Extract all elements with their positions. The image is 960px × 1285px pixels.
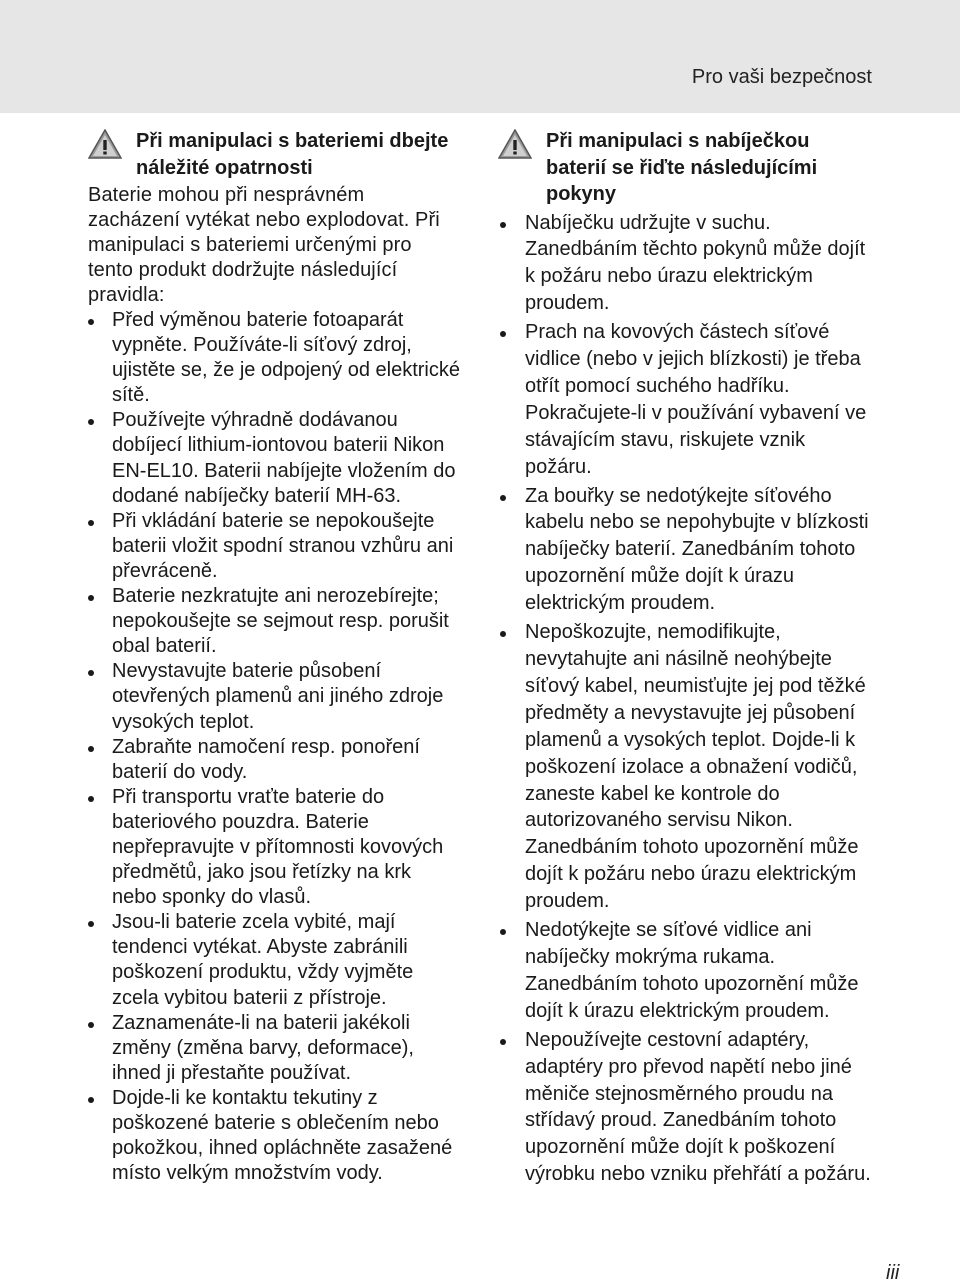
bullet-icon: [500, 929, 506, 935]
bullet-icon: [500, 331, 506, 337]
list-item: Jsou-li baterie zcela vybité, mají tendenci vytékat. Abyste zabránili poškození produktu, vždy vyjměte zcela vybitou baterii z přístroje.: [88, 910, 460, 1010]
bullet-icon: [88, 520, 94, 526]
charger-rules-list: [498, 210, 874, 1189]
list-item: Zabraňte namočení resp. ponoření baterií do vody.: [88, 735, 460, 785]
list-item: Používejte výhradně dodávanou dobíjecí lithium-iontovou baterii Nikon EN-EL10. Baterii nabíjejte vložením do dodané nabíječky baterií MH-63.: [88, 408, 460, 508]
section-title: Pro vaši bezpečnost: [691, 66, 872, 88]
bullet-icon: [88, 746, 94, 752]
bullet-icon: [88, 595, 94, 601]
bullet-icon: [500, 222, 506, 228]
heading-text: Při manipulaci s nabíječkou baterií se řiďte následujícími pokyny: [546, 130, 818, 205]
bullet-icon: [500, 631, 506, 637]
list-item: Nepoužívejte cestovní adaptéry, adaptéry pro převod napětí nebo jiné měniče stejnosměrného proudu na střídavý proud. Zanedbáním tohoto upozornění může dojít k poškození výrobku nebo vzniku přehřátí a požáru.: [498, 1027, 874, 1188]
list-item: Při vkládání baterie se nepokoušejte baterii vložit spodní stranou vzhůru ani převráceně.: [88, 509, 460, 584]
bullet-icon: [500, 495, 506, 501]
list-item: Nepoškozujte, nemodifikujte, nevytahujte ani násilně neohýbejte síťový kabel, neumisťujte jej pod těžké předměty a nevystavujte jej působení plamenů a vysokých teplot. Dojde-li k poškození izolace a obnažení vodičů, zaneste kabel ke kontrole do autorizovaného servisu Nikon. Zanedbáním tohoto upozornění může dojít k požáru nebo úrazu elektrickým proudem.: [498, 619, 874, 915]
list-item: Baterie nezkratujte ani nerozebírejte; nepokoušejte se sejmout resp. porušit obal baterií.: [88, 584, 460, 659]
battery-rules-list: [88, 308, 460, 1186]
bullet-icon: [88, 319, 94, 325]
list-item: Nevystavujte baterie působení otevřených plamenů ani jiného zdroje vysokých teplot.: [88, 659, 460, 734]
page-number: iii: [886, 1262, 900, 1284]
heading-text: Při manipulaci s bateriemi dbejte náležité opatrnosti: [136, 130, 449, 179]
bullet-icon: [88, 1022, 94, 1028]
charger-warning-heading: [498, 128, 874, 208]
warning-triangle-icon: [498, 129, 532, 159]
list-item: Při transportu vraťte baterie do bateriového pouzdra. Baterie nepřepravujte v přítomnosti kovových předmětů, jako jsou řetízky na krk nebo sponky do vlasů.: [88, 785, 460, 910]
bullet-icon: [88, 796, 94, 802]
bullet-icon: [88, 419, 94, 425]
battery-warning-heading: [88, 128, 460, 181]
list-item: Před výměnou baterie fotoaparát vypněte. Používáte-li síťový zdroj, ujistěte se, že je odpojený od elektrické sítě.: [88, 308, 460, 408]
intro-text: Baterie mohou při nesprávném zacházení vytékat nebo explodovat. Při manipulaci s bateriemi určenými pro tento produkt dodržujte následující pravidla:: [88, 184, 440, 306]
list-item: Zaznamenáte-li na baterii jakékoli změny (změna barvy, deformace), ihned ji přestaňte používat.: [88, 1011, 460, 1086]
list-item: Za bouřky se nedotýkejte síťového kabelu nebo se nepohybujte v blízkosti nabíječky baterií. Zanedbáním tohoto upozornění může dojít k úrazu elektrickým proudem.: [498, 483, 874, 618]
bullet-icon: [88, 921, 94, 927]
list-item: Dojde-li ke kontaktu tekutiny z poškozené baterie s oblečením nebo pokožkou, ihned opláchněte zasažené místo velkým množstvím vody.: [88, 1086, 460, 1186]
list-item: Prach na kovových částech síťové vidlice (nebo v jejich blízkosti) je třeba otřít pomocí suchého hadříku. Pokračujete-li v používání vybavení ve stávajícím stavu, riskujete vznik požáru.: [498, 319, 874, 480]
header-band: [0, 0, 960, 113]
list-item: Nedotýkejte se síťové vidlice ani nabíječky mokrýma rukama. Zanedbáním tohoto upozornění může dojít k úrazu elektrickým proudem.: [498, 917, 874, 1025]
warning-triangle-icon: [88, 129, 122, 159]
left-column: [88, 128, 460, 1186]
list-item: Nabíječku udržujte v suchu. Zanedbáním těchto pokynů může dojít k požáru nebo úrazu elektrickým proudem.: [498, 210, 874, 318]
bullet-icon: [88, 1097, 94, 1103]
bullet-icon: [88, 670, 94, 676]
bullet-icon: [500, 1039, 506, 1045]
right-column: [498, 128, 874, 1190]
